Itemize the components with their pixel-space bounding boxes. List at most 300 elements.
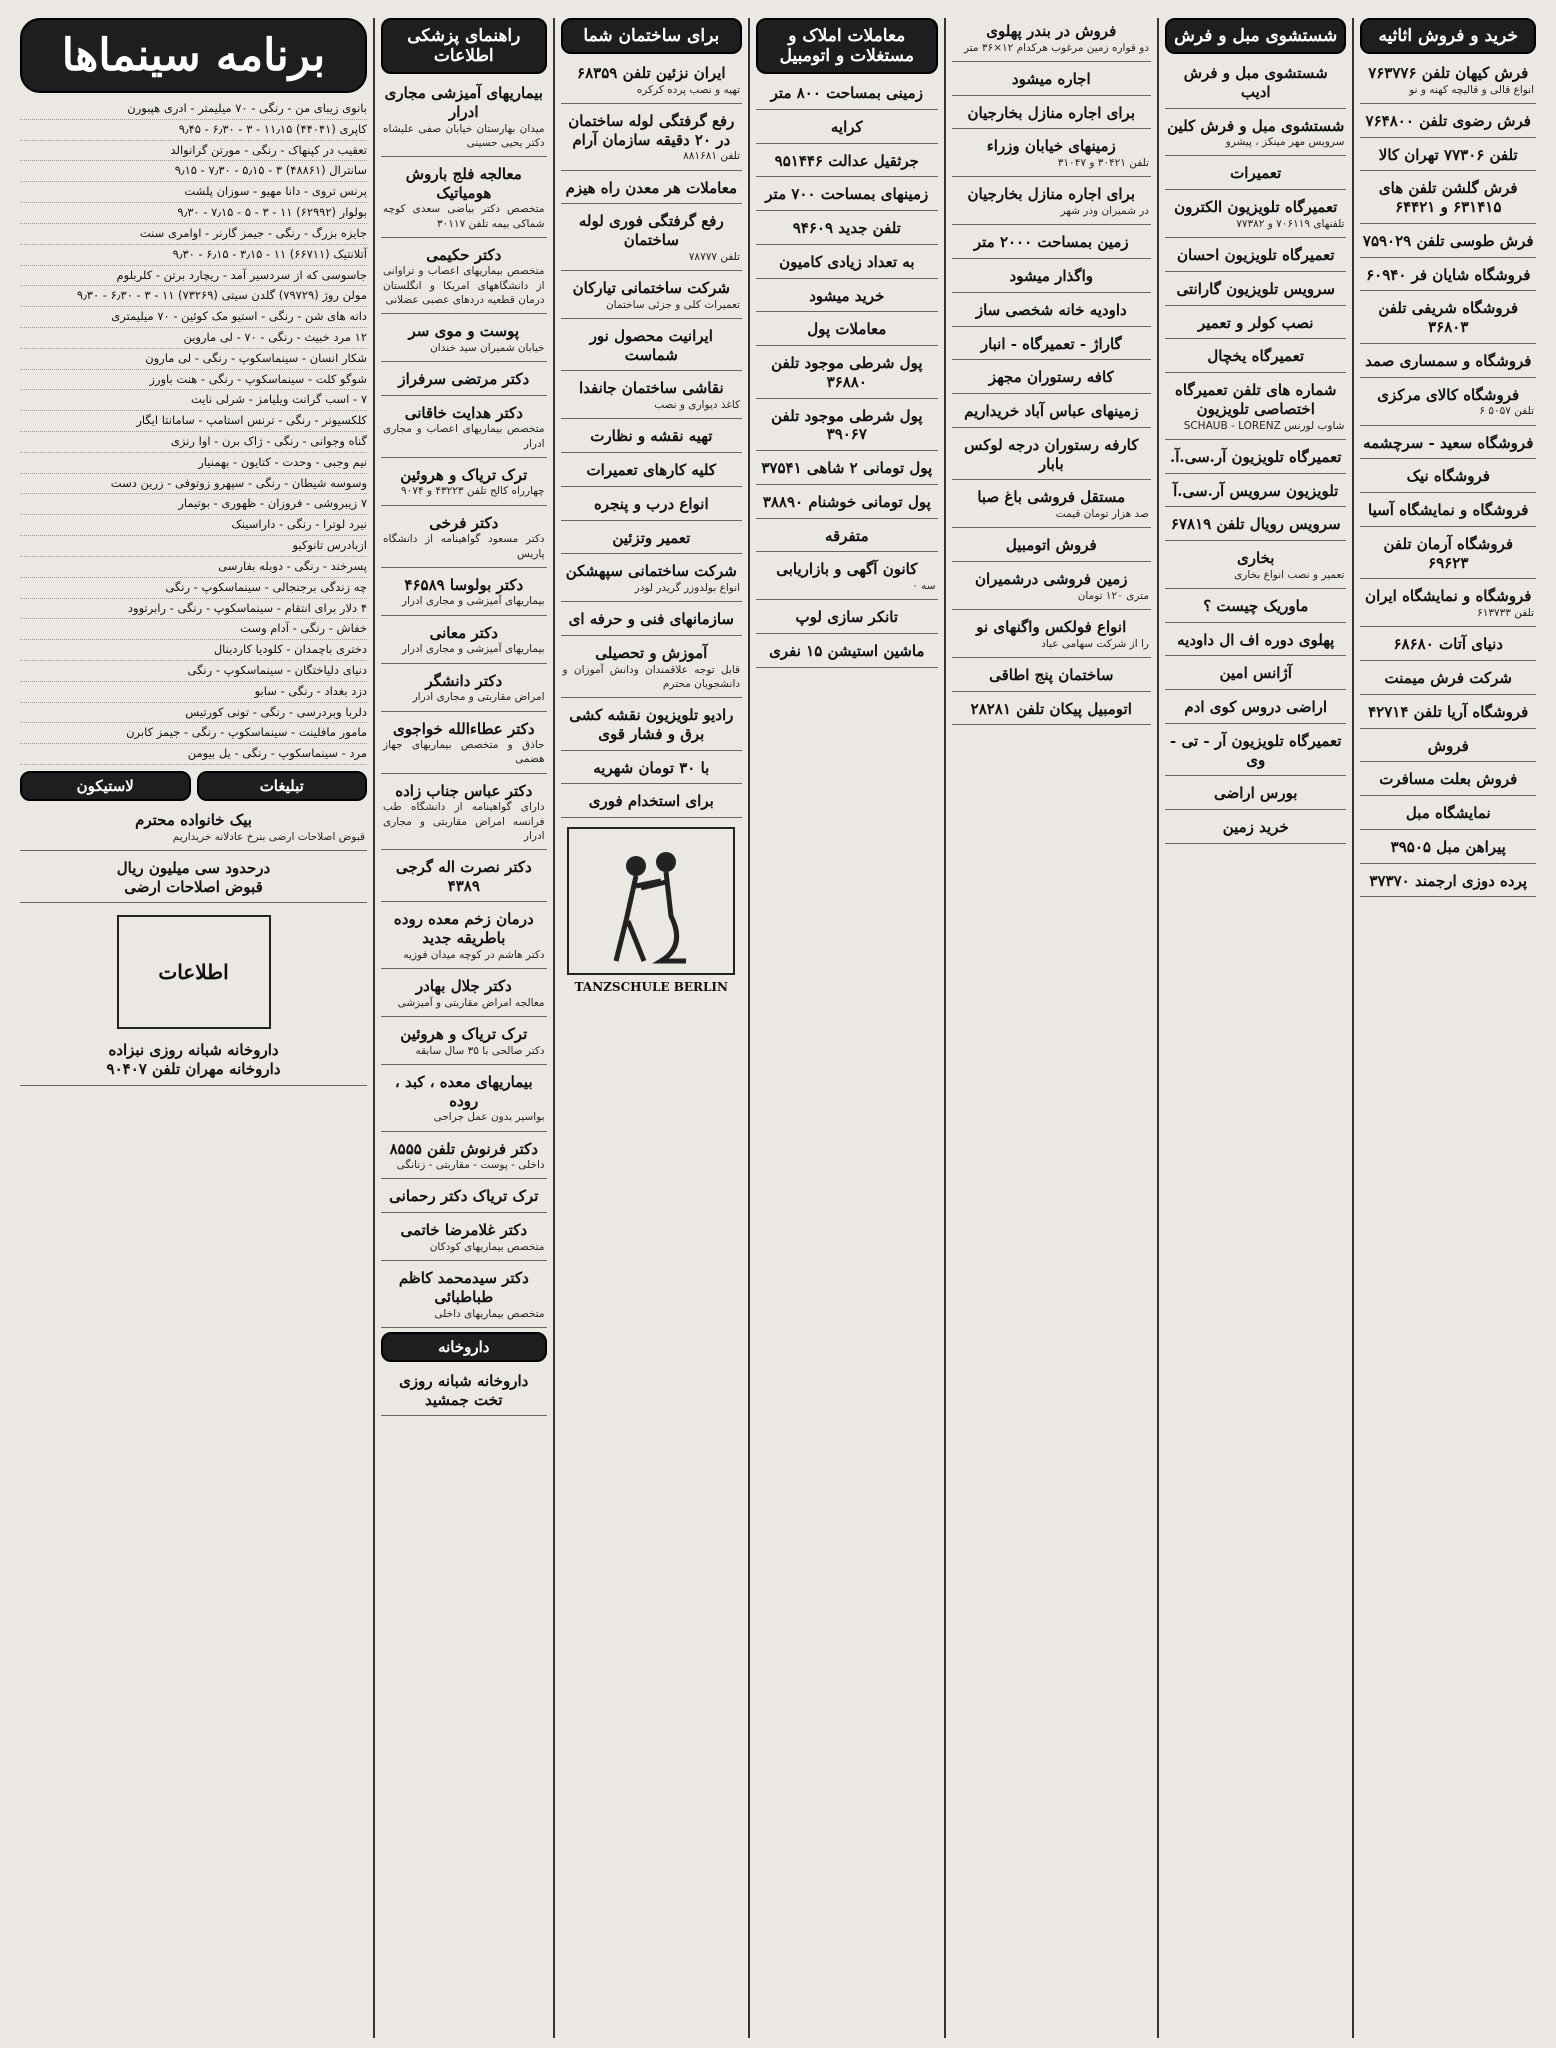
ad-title: شماره های تلفن تعمیرگاه اختصاصی تلویزیون <box>1175 381 1337 418</box>
ad-title: نقاشی ساختمان جانفدا <box>578 379 724 398</box>
ad-block <box>1360 175 1536 224</box>
cinema-listing-line: پرنس تروی - دانا مهیو - سوزان پلشت <box>20 182 367 203</box>
ad-title: رادیو تلویزیون نقشه کشی برق و فشار قوی <box>569 706 734 743</box>
ad-body: داخلی - پوست - مقاربتی - زنانگی <box>396 1159 545 1172</box>
ad-block <box>952 181 1151 225</box>
cinema-listing-line: آتلانتیک (۶۶۷۱۱) ۱۱ - ۳٫۱۵ - ۶٫۱۵ - ۹٫۳۰ <box>20 245 367 266</box>
ad-block <box>561 702 743 751</box>
ad-block <box>1165 660 1347 690</box>
medical-ad-list <box>381 80 547 1332</box>
family-ad-body: قبوض اصلاحات ارضی بنرخ عادلانه خریداریم <box>172 830 366 843</box>
ad-block <box>756 114 938 144</box>
ad-block <box>561 606 743 636</box>
ad-block <box>1165 728 1347 777</box>
ad-block <box>756 403 938 452</box>
ad-body: دکتر مسعود گواهینامه از دانشگاه پاریس <box>383 533 545 560</box>
ad-body: دکتر صالحی با ۳۵ سال سابقه <box>415 1044 545 1057</box>
section-banner-washing: شستشوی مبل و فرش <box>1165 18 1347 54</box>
ad-title: فروشگاه شایان فر ۶۰۹۴۰ <box>1366 265 1531 284</box>
ad-title: فروش بعلت مسافرت <box>1379 770 1518 789</box>
cinema-listing-line: نیرد لوترا - رنگی - داراسینک <box>20 515 367 536</box>
ad-title: تهیه نقشه و نظارت <box>590 427 713 446</box>
ad-title: تعمیرگاه تلویزیون احسان <box>1176 246 1335 265</box>
ad-title: فروشگاه و نمایشگاه ایران <box>1365 587 1532 606</box>
family-ad-title: بیک خانواده محترم <box>135 811 252 829</box>
ad-title: ترک تریاک و هروئین <box>400 465 528 484</box>
ad-body: متخصص دکتر بیاضی سعدی کوچه شماکی بیمه تلفن ۳۰۱۱۷ <box>383 203 545 230</box>
ad-title: فروشگاه سعید - سرچشمه <box>1363 433 1534 452</box>
cinema-listing-line: گناه وجوانی - رنگی - ژاک برن - اوا رنزی <box>20 432 367 453</box>
dancing-couple-icon <box>566 826 736 976</box>
ad-title: ساختمان پنج اطاقی <box>989 665 1114 684</box>
ad-title: دکتر عطاءالله خواجوی <box>392 719 535 738</box>
ad-block <box>1360 583 1536 627</box>
cinema-listing-line: پسرخند - رنگی - دوبله بفارسی <box>20 557 367 578</box>
ad-body: امراض مقاربتی و مجاری ادرار <box>412 691 545 704</box>
ad-body: قابل توجه علاقمندان ودانش آموزان و دانشجویان محترم <box>562 663 741 690</box>
bonds-ad-subtitle: قبوض اصلاحات ارضی <box>124 877 263 896</box>
ad-block <box>756 80 938 110</box>
ad-block <box>1360 497 1536 527</box>
ad-title: زمین بمساحت ۲۰۰۰ متر <box>973 233 1129 252</box>
ad-title: تعمیرات <box>1230 164 1282 183</box>
cinema-listing-line: دانه های شن - رنگی - استیو مک کوئین - ۷۰ میلیمتری <box>20 307 367 328</box>
ad-block <box>1360 766 1536 796</box>
cinema-listing-line: ۷ - اسب گرانت ویلیامز - شرلی نایت <box>20 390 367 411</box>
ad-title: فرش کیهان تلفن ۷۶۳۷۷۶ <box>1368 64 1529 82</box>
pharmacy-cinema-title-2: داروخانه مهران تلفن ۹۰۴۰۷ <box>106 1060 281 1079</box>
realestate-ad-list <box>952 18 1151 729</box>
ad-block <box>381 906 547 969</box>
ad-body: بیماریهای آمیزشی و مجاری ادرار <box>401 643 545 656</box>
ad-body: در شمیران ودر شهر <box>1060 205 1149 218</box>
cinema-listing-line: مولن روژ (۷۹۷۲۹) گلدن سیتی (۷۳۲۶۹) ۱۱ - ۳ - ۶٫۳۰ - ۹٫۳۰ <box>20 286 367 307</box>
ad-title: اراضی دروس کوی ادم <box>1184 698 1328 717</box>
ad-block <box>561 640 743 698</box>
ad-body: تلفن ۷۸۷۷۷ <box>688 250 741 263</box>
ad-title: ماوریک چیست ؟ <box>1203 596 1309 615</box>
ad-body: تهیه و نصب پرده کرکره <box>636 83 741 96</box>
ad-block <box>1360 228 1536 258</box>
ad-block <box>1360 60 1536 104</box>
ad-block <box>1165 160 1347 190</box>
ad-title: ترک تریاک دکتر رحمانی <box>389 1187 539 1206</box>
ad-block <box>561 108 743 171</box>
ad-title: دکتر غلامرضا خاتمی <box>400 1221 528 1240</box>
ad-body: متخصص بیماریهای کودکان <box>429 1240 545 1253</box>
ad-title: بیماریهای آمیزشی مجاری ادرار <box>384 84 543 121</box>
ad-title: درمان زخم معده روده باطریقه جدید <box>393 910 534 948</box>
cinema-listing-line: ۴ دلار برای انتقام - سینماسکوپ - رنگی - رابرتوود <box>20 599 367 620</box>
ad-title: تعمیرگاه تلویزیون آر - تی - وی <box>1170 731 1342 769</box>
ad-title: فروشگاه و سمساری صمد <box>1365 351 1532 370</box>
ad-title: فرش طوسی تلفن ۷۵۹۰۲۹ <box>1362 231 1534 250</box>
ad-title: کارفه رستوران درجه لوکس بابار <box>964 435 1139 473</box>
section-banner-furniture: خرید و فروش اثاثیه <box>1360 18 1536 54</box>
ad-block <box>381 242 547 314</box>
cinema-listing-line: چه زندگی برجنجالی - سینماسکوپ - رنگی <box>20 578 367 599</box>
ad-title: گاراژ - تعمیرگاه - انبار <box>980 334 1122 353</box>
cinema-listing-line: دزد بغداد - رنگی - سابو <box>20 682 367 703</box>
ad-block <box>1360 108 1536 138</box>
ad-block <box>952 331 1151 361</box>
ad-block <box>381 1136 547 1180</box>
pharmacy-cinema-ad <box>20 1037 367 1086</box>
ad-title: تعمیرگاه تلویزیون آر.سی.آ. <box>1169 447 1342 466</box>
ad-title: زمینهای خیابان وزراء <box>986 137 1116 156</box>
section-banner-realestate: معاملات املاک و مستغلات و اتومبیل <box>756 18 938 74</box>
ad-title: دکتر هدایت خاقانی <box>404 403 523 422</box>
ad-block <box>756 283 938 313</box>
ad-block <box>952 566 1151 610</box>
ad-title: کانون آگهی و بازاریابی <box>776 560 918 579</box>
ad-title: سرویس تلویزیون گارانتی <box>1176 279 1335 298</box>
ad-block <box>1360 665 1536 695</box>
ad-block <box>952 696 1151 726</box>
ad-title: کرایه <box>830 117 863 136</box>
ad-body: تعمیر و نصب انواع بخاری <box>1234 568 1345 581</box>
ad-title: پیراهن مبل ۳۹۵۰۵ <box>1390 837 1506 856</box>
ad-title: انواع درب و پنجره <box>593 494 709 513</box>
ad-block <box>756 638 938 668</box>
column-medical <box>373 18 553 2038</box>
ad-title: نصب کولر و تعمیر <box>1198 313 1314 332</box>
ad-block <box>381 1265 547 1328</box>
column-realestate <box>944 18 1157 2038</box>
ad-block <box>952 398 1151 428</box>
ad-body: میدان بهارستان خیابان صفی علیشاه دکتر یحیی حسینی <box>383 122 545 149</box>
ad-title: بورس اراضی <box>1213 784 1298 803</box>
ad-block <box>1165 444 1347 474</box>
ad-block <box>381 668 547 712</box>
ad-block <box>1165 276 1347 306</box>
ad-title: معاملات پول <box>807 320 887 339</box>
ad-title: اتومبیل پیکان تلفن ۲۸۲۸۱ <box>970 699 1132 718</box>
ad-title: مستقل فروشی باغ صبا <box>977 488 1126 507</box>
ad-title: به تعداد زیادی کامیون <box>779 252 915 271</box>
ad-title: پول تومانی خوشنام ۳۸۸۹۰ <box>762 492 931 511</box>
ad-block <box>381 510 547 568</box>
ad-title: فروشگاه آرمان تلفن ۶۹۶۲۳ <box>1383 534 1514 572</box>
ad-block <box>561 491 743 521</box>
ad-body: تلفن ۵۰۵۷ ۶ <box>1479 405 1534 418</box>
cinema-listing-line: مرد - سینماسکوپ - رنگی - یل بیومن <box>20 744 367 765</box>
ad-block <box>756 181 938 211</box>
ad-block <box>381 161 547 238</box>
ad-body: سرویس مهر مینکز ، پیشرو <box>1225 136 1345 149</box>
cinema-listing-line: شوگو کلت - سینماسکوپ - رنگی - هنت باورز <box>20 370 367 391</box>
cinema-listing-line: نیم وجبی - وحدت - کتایون - بهمنیار <box>20 453 367 474</box>
ad-block <box>952 263 1151 293</box>
column-realestate-header <box>748 18 944 2038</box>
ad-block <box>952 66 1151 96</box>
ad-block <box>952 133 1151 177</box>
ad-block <box>561 275 743 319</box>
ad-block <box>1360 868 1536 898</box>
ad-block <box>1165 60 1347 109</box>
ad-block <box>1360 262 1536 292</box>
ad-block <box>952 484 1151 528</box>
ad-block <box>952 432 1151 481</box>
bonds-ad <box>20 855 367 904</box>
ad-title: دکتر عباس جناب زاده <box>395 781 533 800</box>
cinema-listing-line: جاسوسی که از سردسیر آمد - ریچارد برتن - کلربلوم <box>20 266 367 287</box>
ad-block <box>381 1217 547 1261</box>
ad-title: انواع فولکس واگنهای نو <box>976 617 1127 636</box>
tanzschule-label: TANZSCHULE BERLIN <box>574 980 728 995</box>
ad-block <box>756 604 938 634</box>
ad-block <box>381 1183 547 1213</box>
ad-block <box>381 366 547 396</box>
bonds-ad-title: درحدود سی میلیون ریال <box>116 858 271 877</box>
ad-title: دنیای آتات ۶۸۶۸۰ <box>1393 635 1503 654</box>
cinema-listing-line: دنیای دلیاختگان - سینماسکوپ - رنگی <box>20 661 367 682</box>
ad-title: جرثقیل عدالت ۹۵۱۴۴۶ <box>774 151 919 170</box>
ad-block <box>381 80 547 157</box>
ad-title: سرویس رویال تلفن ۶۷۸۱۹ <box>1170 515 1341 534</box>
ad-body: بیماریهای آمیزشی و مجاری ادرار <box>401 595 545 608</box>
ad-block <box>561 457 743 487</box>
ad-title: فروشگاه کالای مرکزی <box>1377 385 1520 404</box>
ad-body: تعمیرات کلی و جزئی ساختمان <box>605 298 741 311</box>
ad-block <box>561 525 743 555</box>
ad-block <box>381 572 547 616</box>
ad-block <box>1165 343 1347 373</box>
ad-title: تلفن جدید ۹۴۶۰۹ <box>792 219 901 237</box>
furniture-ad-list <box>1360 60 1536 901</box>
ad-title: زمینهای بمساحت ۷۰۰ متر <box>765 185 929 204</box>
ad-title: تلویزیون سرویس آر.سی.آ <box>1173 481 1339 500</box>
ad-body: تلفن ۳۰۴۲۱ و ۳۱۰۴۷ <box>1057 157 1149 170</box>
ad-block <box>1360 382 1536 426</box>
ad-title: کلیه کارهای تعمیرات <box>586 461 717 480</box>
cinema-bottom-banners <box>20 771 367 807</box>
ad-title: خرید میشود <box>809 286 885 305</box>
ad-block <box>381 1021 547 1065</box>
ad-title: ترک تریاک و هروئین <box>400 1024 528 1043</box>
ad-body: انواع قالی و قالیچه کهنه و نو <box>1409 83 1534 96</box>
ad-block <box>1165 310 1347 340</box>
ad-block <box>952 662 1151 692</box>
ad-title: دکتر معانی <box>429 623 498 642</box>
ad-title: فروشگاه و نمایشگاه آسیا <box>1368 501 1529 520</box>
ad-block <box>756 350 938 399</box>
column-cinema <box>14 18 373 2038</box>
ad-body: شاوب لورنس SCHAUB - LORENZ <box>1183 419 1345 432</box>
ad-block <box>561 558 743 602</box>
cinema-listing-line: جایزه بزرگ - رنگی - جیمز گارنر - اوامری سنت <box>20 224 367 245</box>
cinema-listing-line: بولوار (۶۲۹۹۲) ۱۱ - ۳ - ۵ - ۷٫۱۵ - ۹٫۳۰ <box>20 203 367 224</box>
ad-block <box>952 532 1151 562</box>
ad-block <box>756 556 938 600</box>
ad-block <box>1165 478 1347 508</box>
ad-body: دارای گواهینامه از دانشگاه طب فرانسه امراض مقاربتی و مجاری ادرار <box>383 801 545 842</box>
ad-body: بواسیر بدون عمل جراحی <box>433 1111 545 1124</box>
ad-title: کافه رستوران مجهز <box>988 368 1114 387</box>
ad-block <box>1360 631 1536 661</box>
ad-block <box>756 455 938 485</box>
building-ad-list <box>561 60 743 822</box>
ad-block <box>561 60 743 104</box>
ad-title: دکتر مرتضی سرفراز <box>398 369 530 388</box>
ad-block <box>561 208 743 271</box>
ad-block <box>952 297 1151 327</box>
pharmacy-ad <box>381 1368 547 1417</box>
ad-title: شرکت ساختمانی تیارکان <box>572 279 730 298</box>
ad-title: متفرقه <box>824 526 869 545</box>
ad-block <box>1360 348 1536 378</box>
cinema-listing-line: شکار انسان - سینماسکوپ - رنگی - لی مارون <box>20 349 367 370</box>
cinema-listing-line: کلکسیونر - رنگی - ترنس استامپ - سامانتا ایگار <box>20 411 367 432</box>
bottom-banner-left: لاستیکون <box>20 771 191 801</box>
ad-block <box>1360 733 1536 763</box>
cinema-listing-line: تعقیب در کپنهاک - رنگی - مورتن گرانوالد <box>20 141 367 162</box>
cinema-listing <box>20 99 367 765</box>
ad-block <box>1165 814 1347 844</box>
pharmacy-banner: داروخانه <box>381 1332 547 1362</box>
ad-title: دکتر نصرت اله گرجی ۴۳۸۹ <box>395 857 532 895</box>
cinema-listing-line: ۷ زیبروشی - فروزان - ظهوری - بوتیمار <box>20 494 367 515</box>
ad-block <box>952 364 1151 394</box>
ad-block <box>1165 694 1347 724</box>
ad-body: تلفن ۶۱۳۷۳۳ <box>1477 607 1534 620</box>
ad-body: را از شرکت سهامی عباد <box>1041 637 1149 650</box>
ad-title: نمایشگاه مبل <box>1405 804 1491 823</box>
ad-block <box>381 400 547 458</box>
ad-block <box>561 755 743 785</box>
bottom-banner-right: تبلیغات <box>197 771 368 801</box>
ad-title: فروش در بندر پهلوی <box>986 22 1117 40</box>
ad-block <box>1360 531 1536 580</box>
ad-title: دکتر جلال بهادر <box>415 977 512 996</box>
column-building <box>553 18 749 2038</box>
ad-title: ایرانیت محصول نور شماست <box>589 326 713 364</box>
cinema-listing-line: خفاش - رنگی - آدام وست <box>20 619 367 640</box>
ad-title: فروشگاه نیک <box>1406 467 1490 486</box>
ad-title: بخاری <box>1237 549 1275 568</box>
ad-body: تلفن ۸۸۱۶۸۱ <box>683 150 741 163</box>
ad-title: فروشگاه آریا تلفن ۴۲۷۱۴ <box>1368 702 1529 721</box>
ad-title: رفع گرفتگی لوله ساختمان در ۲۰ دقیقه سازمان آرام <box>568 111 735 149</box>
cinema-listing-line: کاپری (۴۴۰۴۱) ۱۱٫۱۵ - ۳ - ۶٫۳۰ - ۹٫۴۵ <box>20 120 367 141</box>
ad-title: شستشوی مبل و فرش ادیب <box>1183 64 1328 101</box>
ad-body: سه ۰ <box>912 580 936 592</box>
ad-block <box>1360 463 1536 493</box>
ad-block <box>756 523 938 553</box>
ad-title: آموزش و تحصیلی <box>595 644 708 663</box>
ad-block <box>1360 430 1536 460</box>
ad-block <box>952 229 1151 259</box>
ad-block <box>1165 377 1347 440</box>
ad-title: تلفن ۷۷۳۰۶ تهران کالا <box>1378 145 1518 164</box>
family-ad <box>20 807 367 851</box>
ad-title: معالجه فلج باروش هومیاتیک <box>405 164 522 202</box>
ad-title: زمینهای عباس آباد خریداریم <box>964 402 1139 421</box>
ad-block <box>1165 593 1347 623</box>
ad-title: فرش گلشن تلفن های ۶۳۱۴۱۵ و ۶۴۴۲۱ <box>1378 179 1518 217</box>
ad-block <box>381 462 547 506</box>
ad-block <box>1165 627 1347 657</box>
ettelaat-logo-stamp: اطلاعات <box>117 915 271 1029</box>
ad-block <box>381 318 547 362</box>
ad-block <box>952 18 1151 62</box>
ad-block <box>561 788 743 818</box>
ad-block <box>756 489 938 519</box>
ad-title: برای اجاره منازل بخارجیان <box>967 185 1135 204</box>
ad-block <box>952 614 1151 658</box>
cinema-listing-line: سانترال (۴۸۸۶۱) ۳ - ۵٫۱۵ - ۷٫۳۰ - ۹٫۱۵ <box>20 161 367 182</box>
ad-block <box>1165 511 1347 541</box>
cinema-listing-line: بانوی زیبای من - رنگی - ۷۰ میلیمتر - ادری هپبورن <box>20 99 367 120</box>
dance-school-illustration <box>566 826 736 996</box>
cinema-banner: برنامه سینماها <box>20 18 367 93</box>
cinema-listing-line: وسوسه شیطان - رنگی - سپهرو زوتوفی - زرین دست <box>20 474 367 495</box>
ad-title: با ۳۰ تومان شهریه <box>593 758 710 777</box>
ad-title: ماشین استیشن ۱۵ نفری <box>769 641 925 660</box>
ad-body: دکتر هاشم در کوچه میدان فوزیه <box>403 948 545 961</box>
ad-title: داوديه خانه شخصی ساز <box>975 300 1127 319</box>
ad-title: واگذار میشود <box>1009 267 1093 286</box>
ad-title: خرید زمین <box>1222 818 1289 837</box>
ad-block <box>561 323 743 372</box>
ad-title: شرکت ساختمانی سپهشکن <box>565 562 737 581</box>
ad-title: دکتر دانشگر <box>425 671 503 690</box>
ad-block <box>561 175 743 205</box>
ad-block <box>1165 242 1347 272</box>
ad-block <box>1360 699 1536 729</box>
column-repairs <box>1157 18 1353 2038</box>
ad-title: پرده دوزی ارجمند ۳۷۳۷۰ <box>1369 871 1528 890</box>
ad-title: برای استخدام فوری <box>588 792 714 811</box>
ad-block <box>561 375 743 419</box>
ad-title: پهلوی دوره اف ال داوديه <box>1177 630 1335 649</box>
ad-block <box>756 316 938 346</box>
ad-block <box>756 215 938 245</box>
cinema-listing-line: دلربا وبردرسی - رنگی - تونی کورتیس <box>20 703 367 724</box>
cinema-listing-line: ۱۲ مرد خبیث - رنگی - ۷۰ - لی ماروین <box>20 328 367 349</box>
ad-title: تعمیر وتزئین <box>612 528 691 547</box>
ad-title: تانکر سازی لوپ <box>795 608 899 627</box>
ad-block <box>1165 545 1347 589</box>
ad-block <box>381 973 547 1017</box>
ad-title: برای اجاره منازل بخارجیان <box>967 103 1135 122</box>
ad-block <box>1360 800 1536 830</box>
ad-block <box>1360 295 1536 344</box>
ad-title: ایران نزئین تلفن ۶۸۳۵۹ <box>577 64 726 82</box>
ad-title: فروش <box>1427 736 1469 755</box>
ad-block <box>1165 194 1347 238</box>
ad-block <box>1360 142 1536 172</box>
ad-title: تعمیرگاه یخچال <box>1207 347 1305 366</box>
cinema-listing-line: مامور مافلینت - سینماسکوپ - رنگی - جیمز کابرن <box>20 723 367 744</box>
ad-block <box>381 1069 547 1132</box>
cinema-listing-line: دختری باچمدان - کلودیا کاردینال <box>20 640 367 661</box>
ad-title: پول تومانی ۲ شاهی ۳۷۵۴۱ <box>761 459 933 477</box>
pharmacy-ad-title: داروخانه شبانه روزی تخت جمشید <box>399 1371 529 1409</box>
column-furniture <box>1352 18 1542 2038</box>
section-banner-building: برای ساختمان شما <box>561 18 743 54</box>
ad-body: متخصص بیماریهای اعصاب و مجاری ادرار <box>383 423 545 450</box>
ad-title: فرش رضوی تلفن ۷۶۴۸۰۰ <box>1365 111 1531 130</box>
ad-body: صد هزار تومان قیمت <box>1055 508 1149 521</box>
ad-body: دو قواره زمین مرغوب هرکدام ۱۲×۳۶ متر <box>963 41 1149 54</box>
ad-title: اجاره میشود <box>1011 69 1091 88</box>
ad-title: شستشوی مبل و فرش کلین <box>1167 116 1345 135</box>
ad-title: فروشگاه شریفی تلفن ۳۶۸۰۳ <box>1378 299 1519 337</box>
ad-title: فروش اتومبیل <box>1005 536 1097 555</box>
ad-block <box>952 100 1151 130</box>
section-banner-medical: راهنمای پزشکی اطلاعات <box>381 18 547 74</box>
